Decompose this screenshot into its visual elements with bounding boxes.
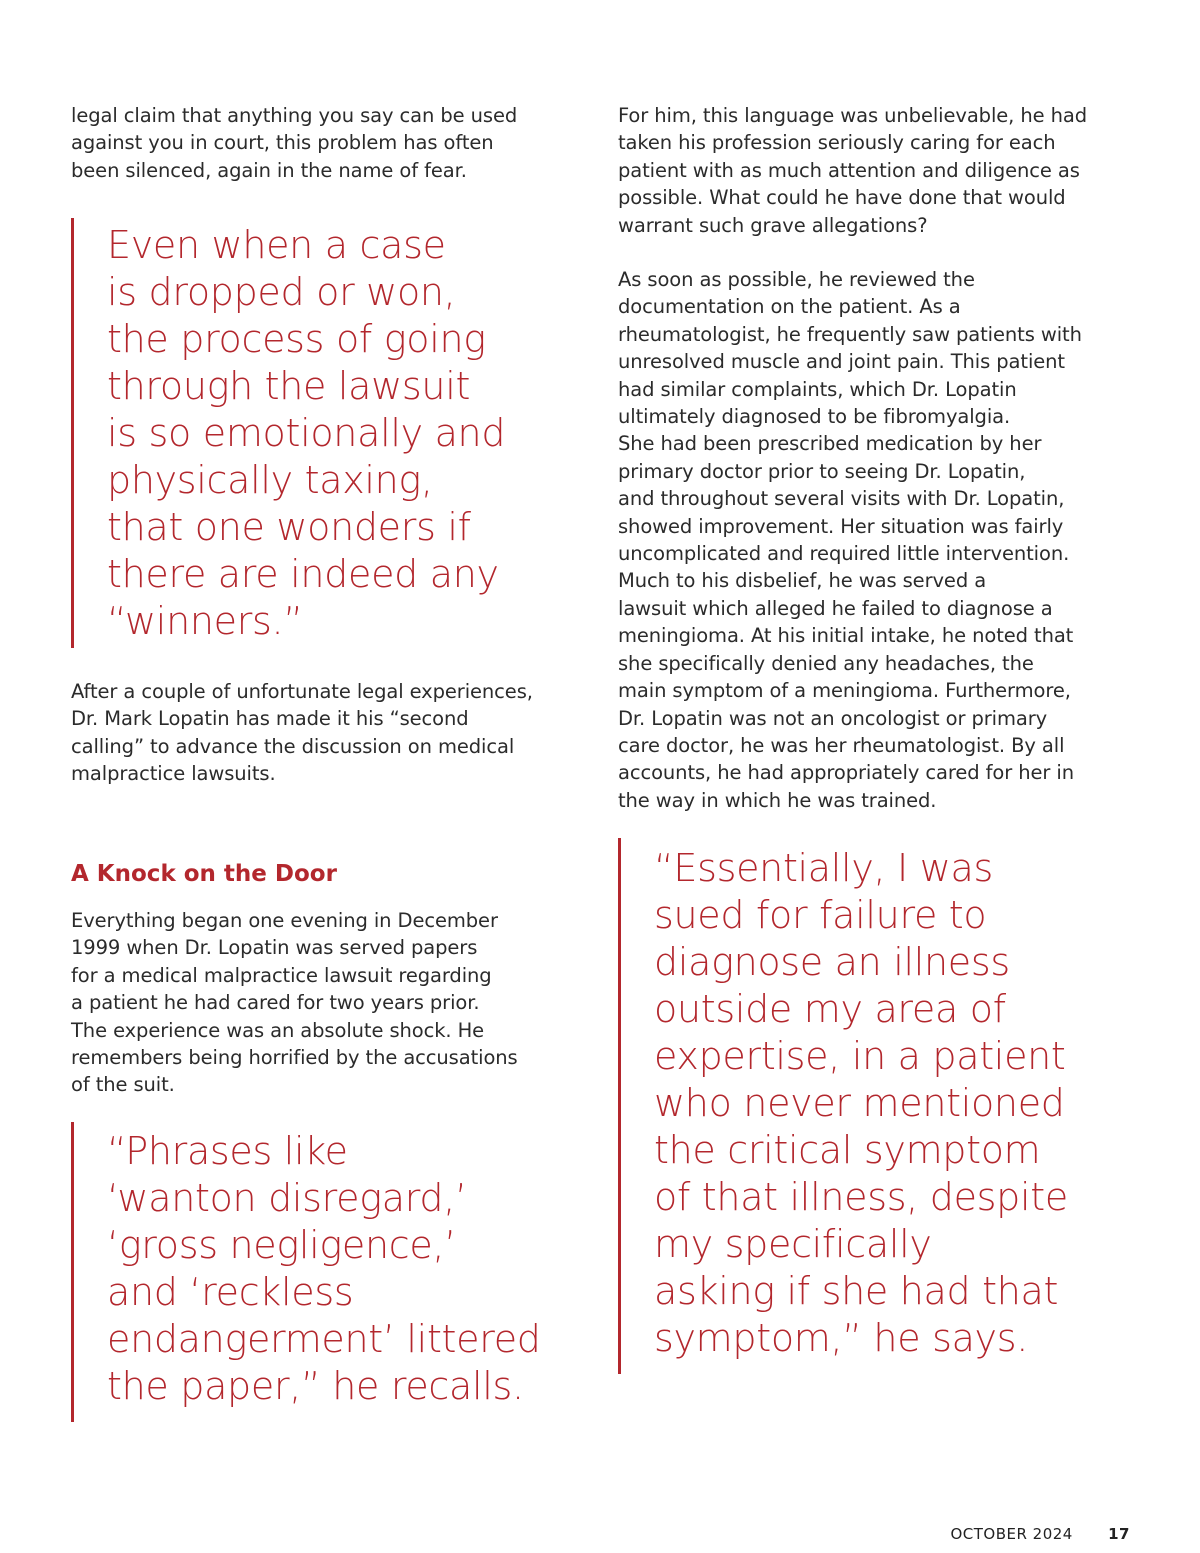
pull-quote-text: “Essentially, I was sued for failure to diagnose an illness outside my area of expertise, in a patient who never mentioned the critical symptom of that illness, despite my specifically asking if she had that symptom,” he says. [654,846,1068,1360]
page-footer [950,1525,1130,1543]
pull-quote-text: “Phrases like ‘wanton disregard,’ ‘gross negligence,’ and ‘reckless endangerment’ littered the paper,” he recalls. [107,1129,541,1408]
issue-date: OCTOBER 2024 [950,1525,1073,1543]
pull-quote-essentially [618,838,1148,1374]
pull-quote-text: Even when a case is dropped or won, the process of going through the lawsuit is so emotionally and physically taxing, that one wonders if there are indeed any “winners.” [107,223,506,643]
documentation-paragraph: As soon as possible, he reviewed the documentation on the patient. As a rheumatologist, he frequently saw patients with unresolved muscle and joint pain. This patient had similar complaints, which Dr. Lopatin ultimately diagnosed to be fibromyalgia. She had been prescribed medication by her primary doctor prior to seeing Dr. Lopatin, and throughout several visits with Dr. Lopatin, showed improvement. Her situation was fairly uncomplicated and required little intervention. Much to his disbelief, he was served a lawsuit which alleged he failed to diagnose a meningioma. At his initial intake, he noted that she specifically denied any headaches, the main symptom of a meningioma. Furthermore, Dr. Lopatin was not an oncologist or primary care doctor, he was her rheumatologist. By all accounts, he had appropriately cared for her in the way in which he was trained. [618,268,1082,812]
section-heading: A Knock on the Door [71,861,337,887]
pull-quote-phrases [71,1122,587,1422]
lopatin-paragraph: After a couple of unfortunate legal experiences, Dr. Mark Lopatin has made it his “second calling” to advance the discussion on medical malpractice lawsuits. [71,680,533,786]
pull-quote-winners [71,218,587,648]
intro-paragraph: legal claim that anything you say can be used against you in court, this problem has often been silenced, again in the name of fear. [71,104,518,182]
page-number: 17 [1108,1525,1130,1543]
knock-paragraph: Everything began one evening in December 1999 when Dr. Lopatin was served papers for a medical malpractice lawsuit regarding a patient he had cared for two years prior. The experience was an absolute shock. He remembers being horrified by the accusations of the suit. [71,909,518,1097]
language-paragraph: For him, this language was unbelievable, he had taken his profession seriously caring for each patient with as much attention and diligence as possible. What could he have done that would warrant such grave allegations? [618,104,1088,237]
